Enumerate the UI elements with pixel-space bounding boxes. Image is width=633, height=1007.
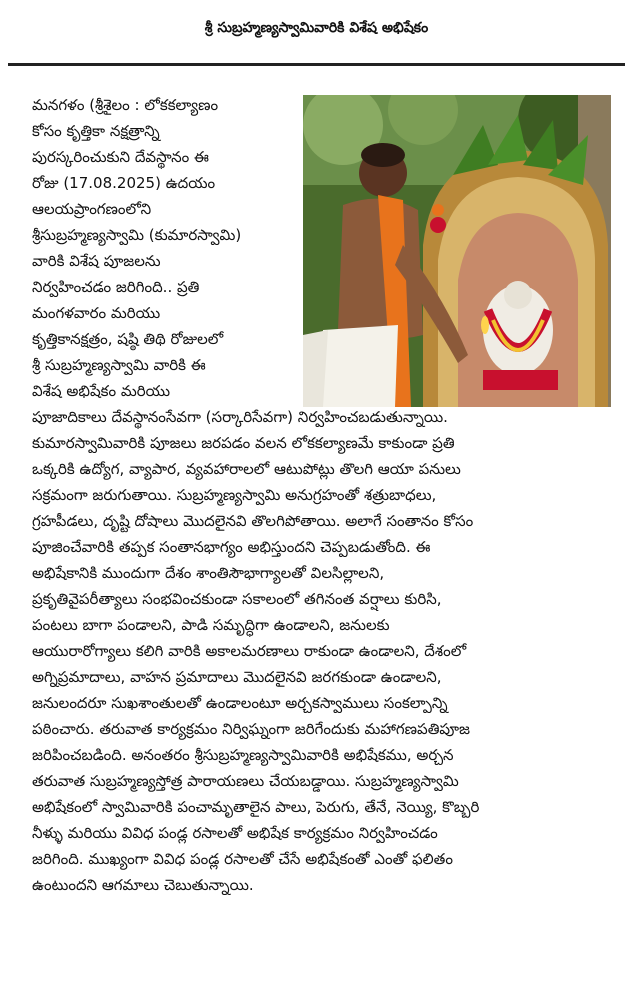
article-line: ఆయురారోగ్యాలు కలిగి వారికి అకాలమరణాలు రాకుండా ఉండాలని, దేశంలో: [32, 642, 467, 660]
article-line: తరువాత సుబ్రహ్మణ్యస్తోత్ర పారాయణలు చేయబడ్డాయి. సుబ్రహ్మణ్యస్వామి: [32, 772, 459, 790]
article-line: రోజు (17.08.2025) ఉదయం: [32, 174, 216, 192]
article-line: ఉంటుందని ఆగమాలు చెబుతున్నాయి.: [32, 876, 254, 894]
article-line: కృత్తికానక్షత్రం, షష్ఠి తిథి రోజులలో: [32, 330, 224, 348]
article-line: పఠించారు. తరువాత కార్యక్రమం నిర్విఘ్నంగా జరిగేందుకు మహాగణపతిపూజ: [32, 720, 471, 738]
article-line: అభిషేకంలో స్వామివారికి పంచామృతాలైన పాలు, పెరుగు, తేనే, నెయ్యి, కొబ్బరి: [32, 798, 480, 816]
article-line: జరిపించబడింది. అనంతరం శ్రీసుబ్రహ్మణ్యస్వామివారికి అభిషేకము, అర్చన: [32, 746, 454, 764]
article-line: పూజించేవారికి తప్పక సంతానభాగ్యం అభిస్తుందని చెప్పబడుతోంది. ఈ: [32, 538, 431, 556]
article-line: శ్రీ సుబ్రహ్మణ్యస్వామి వారికి ఈ: [32, 356, 206, 374]
article-line: అభిషేకానికి ముందుగా దేశం శాంతిసౌభాగ్యాలతో విలసిల్లాలని,: [32, 564, 385, 582]
article-line: నీళ్ళు మరియు వివిధ పండ్ల రసాలతో అభిషేక కార్యక్రమం నిర్వహించడం: [32, 824, 438, 842]
article-line: పూజాదికాలు దేవస్థానంసేవగా (సర్కారిసేవగా) నిర్వహించబడుతున్నాయి.: [32, 408, 448, 426]
article-line: శ్రీసుబ్రహ్మణ్యస్వామి (కుమారస్వామి): [32, 226, 242, 244]
article-headline: శ్రీ సుబ్రహ్మణ్యస్వామివారికి విశేష అభిషేకం: [204, 20, 429, 36]
article-line: పంటలు బాగా పండాలని, పాడి సమృద్ధిగా ఉండాలని, జనులకు: [32, 616, 390, 634]
headline-divider: [8, 63, 625, 66]
photo-illustration: [303, 95, 611, 407]
article-line: కుమారస్వామివారికి పూజలు జరపడం వలన లోకకల్యాణమే కాకుండా ప్రతి: [32, 434, 455, 452]
article-line: వారికి విశేష పూజలను: [32, 252, 161, 270]
article-line: అగ్నిప్రమాదాలు, వాహన ప్రమాదాలు మొదలైనవి జరగకుండా ఉండాలని,: [32, 668, 442, 686]
article-line: సక్రమంగా జరుగుతాయి. సుబ్రహ్మణ్యస్వామి అనుగ్రహంతో శత్రుబాధలు,: [32, 486, 437, 504]
article-photo-priest-performing-abhishekam: [303, 95, 611, 407]
article-line: విశేష అభిషేకం మరియు: [32, 382, 171, 400]
article-line: గ్రహపీడలు, దృష్టి దోషాలు మొదలైనవి తొలగిపోతాయి. అలాగే సంతానం కోసం: [32, 512, 474, 530]
article-line: ఆలయప్రాంగణంలోని: [32, 200, 152, 218]
article-line: మనగళం (శ్రీశైలం : లోకకల్యాణం: [32, 96, 219, 114]
article-line: నిర్వహించడం జరిగింది.. ప్రతి: [32, 278, 200, 296]
article-line: ప్రకృతివైపరీత్యాలు సంభవించకుండా సకాలంలో తగినంత వర్షాలు కురిసి,: [32, 590, 442, 608]
article-line: జనులందరూ సుఖశాంతులతో ఉండాలంటూ అర్చకస్వాములు సంకల్పాన్ని: [32, 694, 448, 712]
article-line: పురస్కరించుకుని దేవస్థానం ఈ: [32, 148, 209, 166]
article-line: మంగళవారం మరియు: [32, 304, 161, 322]
article-line: ఒక్కరికి ఉద్యోగ, వ్యాపార, వ్యవహారాలలో ఆటుపోట్లు తొలగి ఆయా పనులు: [32, 460, 461, 478]
article-line: జరిగింది. ముఖ్యంగా వివిధ పండ్ల రసాలతో చేసే అభిషేకంతో ఎంతో ఫలితం: [32, 850, 453, 868]
article-line: కోసం కృత్తికా నక్షత్రాన్ని: [32, 122, 160, 140]
